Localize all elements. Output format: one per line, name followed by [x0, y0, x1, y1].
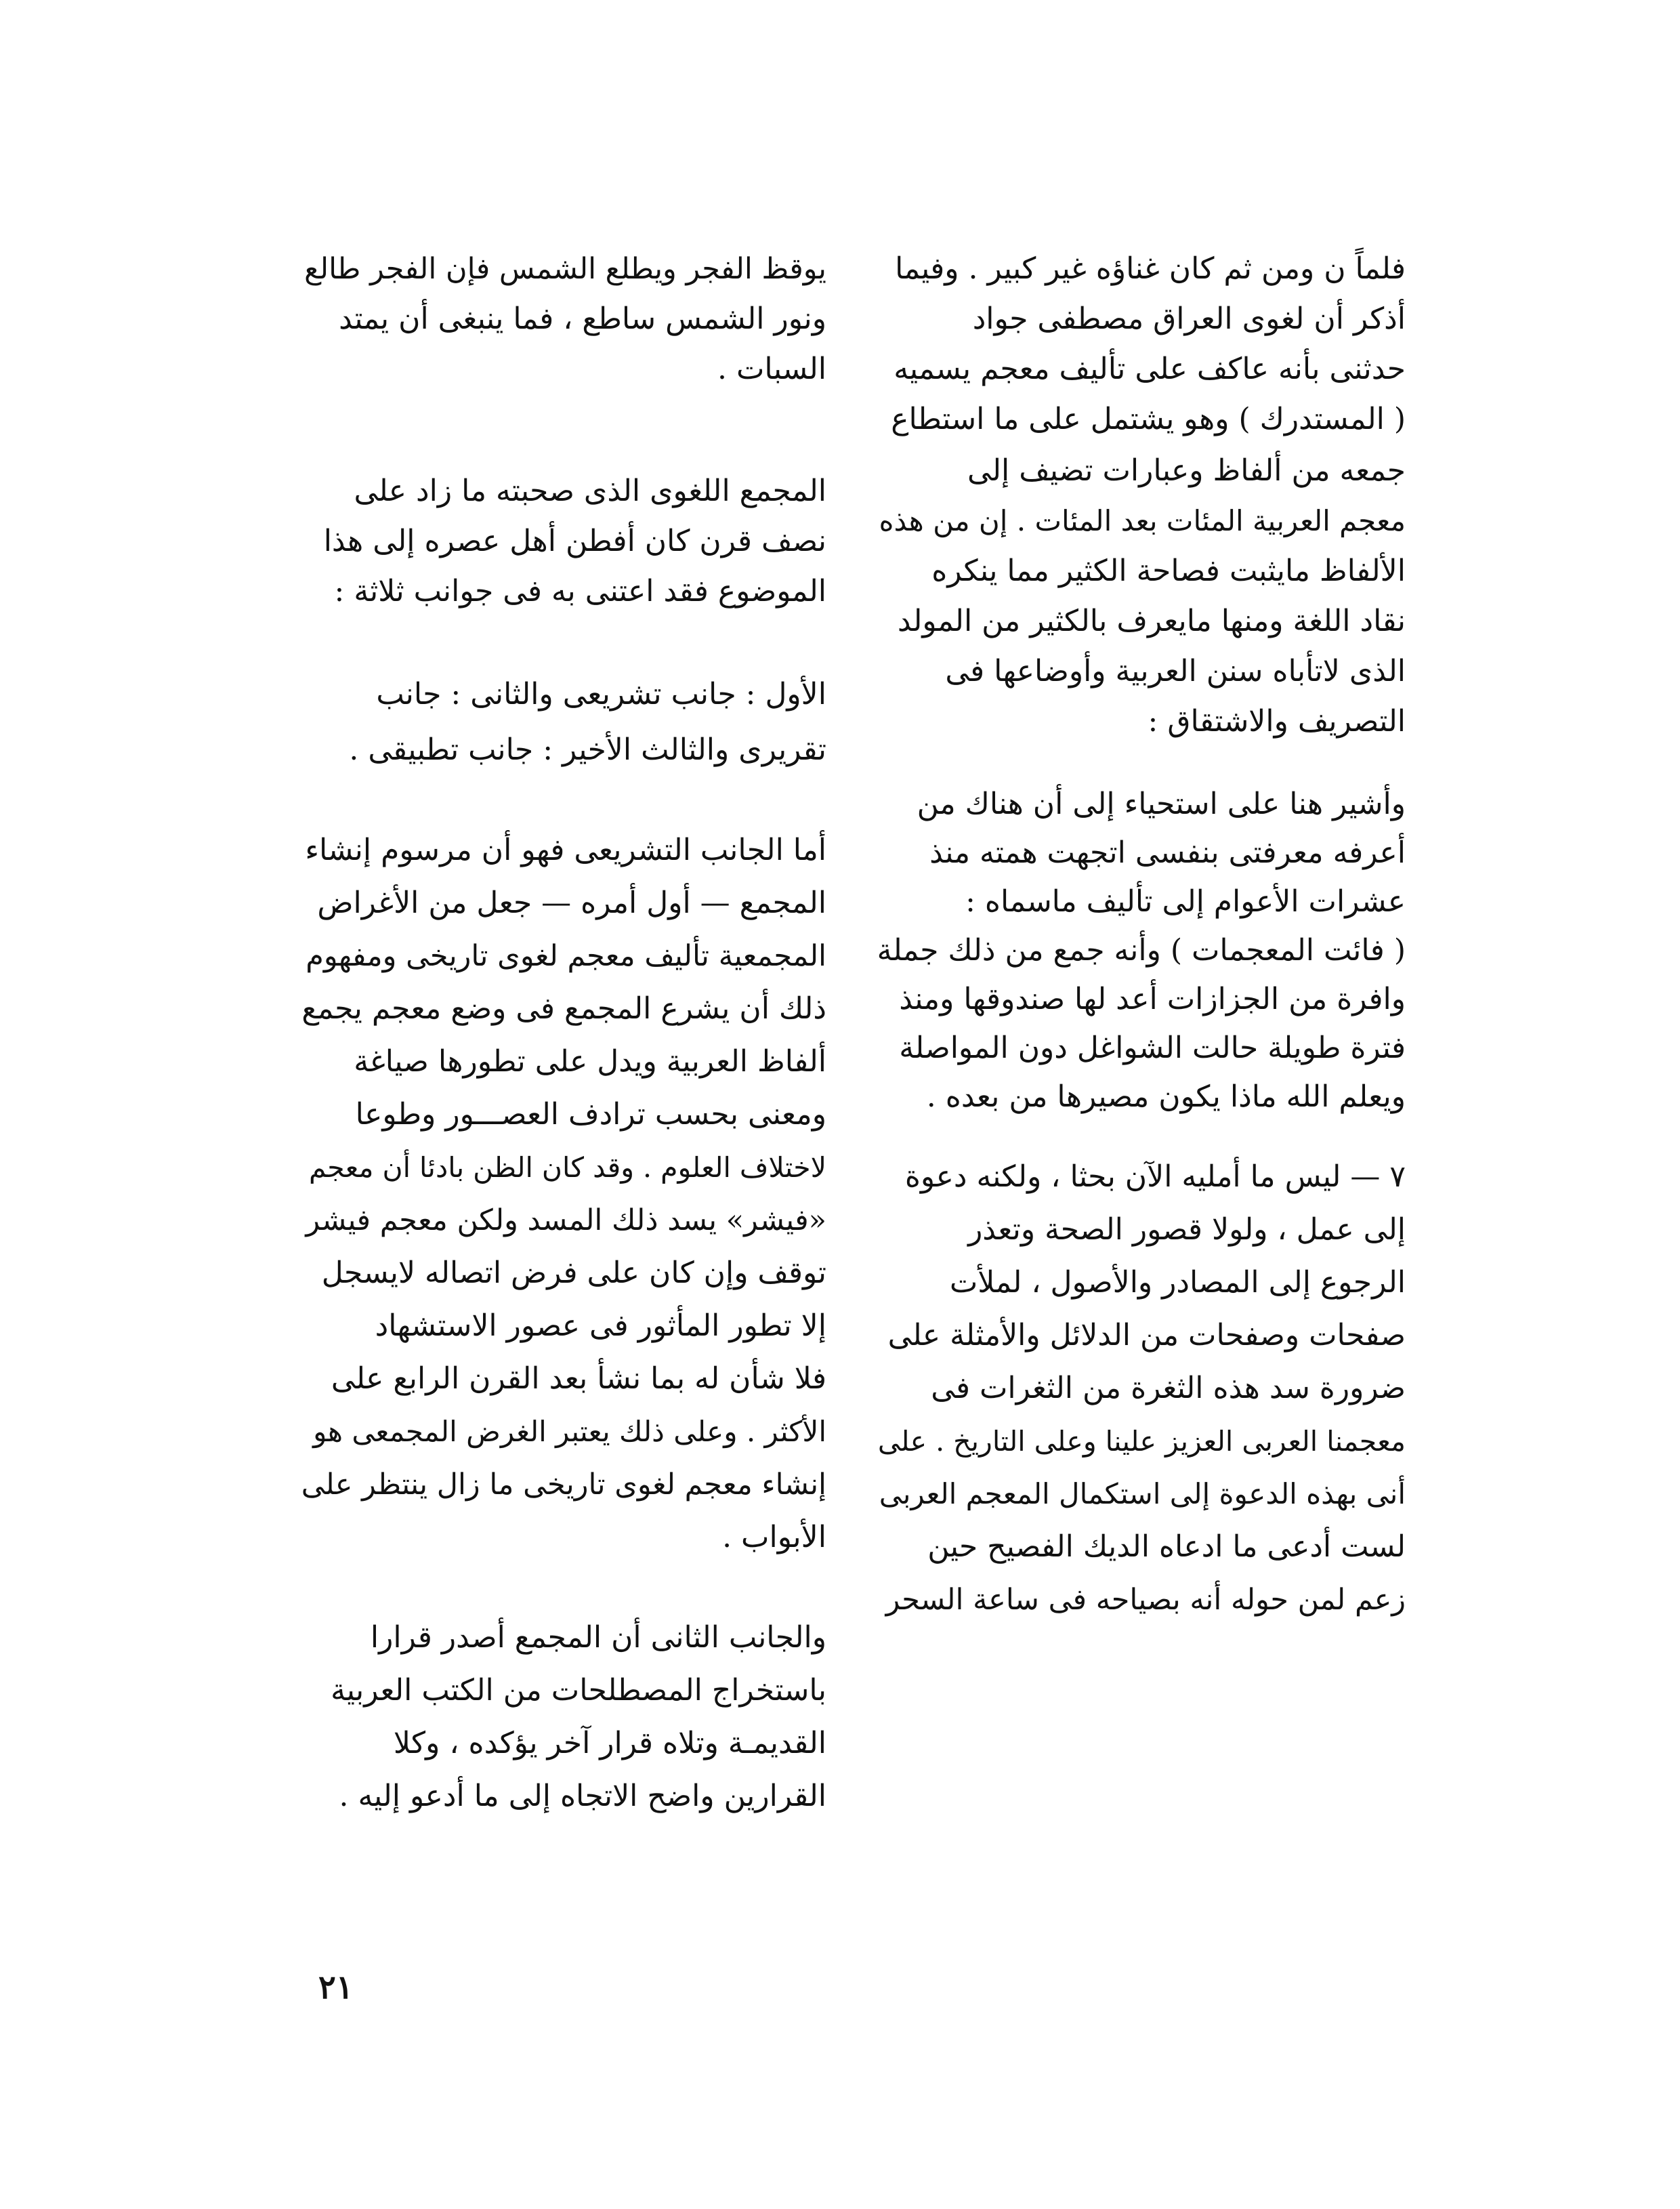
text-line: عشرات الأعوام إلى تأليف ماسماه :	[965, 884, 1406, 919]
text-line: جمعه من ألفاظ وعبارات تضيف إلى	[967, 453, 1406, 488]
text-line: المجمعية تأليف معجم لغوى تاريخى ومفهوم	[306, 939, 826, 973]
page-number: ٢١	[318, 1968, 354, 2006]
text-line: الأبواب .	[722, 1520, 826, 1554]
text-line: باستخراج المصطلحات من الكتب العربية	[331, 1673, 826, 1708]
text-line: توقف وإن كان على فرض اتصاله لايسجل	[321, 1256, 826, 1290]
text-line: أنى بهذه الدعوة إلى استكمال المعجم العربى	[879, 1477, 1406, 1510]
text-line: الأول : جانب تشريعى والثانى : جانب	[376, 677, 826, 711]
text-line: القرارين واضح الاتجاه إلى ما أدعو إليه .	[339, 1779, 826, 1813]
text-line: معجمنا العربى العزيز علينا وعلى التاريخ . على	[877, 1425, 1406, 1458]
text-line: لاختلاف العلوم . وقد كان الظن بادئا أن معجم	[309, 1151, 826, 1184]
text-line: فلماً ن ومن ثم كان غناؤه غير كبير . وفيما	[895, 251, 1406, 286]
text-line: الموضوع فقد اعتنى به فى جوانب ثلاثة :	[334, 574, 826, 608]
text-line: الرجوع إلى المصادر والأصول ، لملأت	[949, 1265, 1406, 1300]
text-line: ضرورة سد هذه الثغرة من الثغرات فى	[931, 1371, 1406, 1405]
text-line: نقاد اللغة ومنها مايعرف بالكثير من المولد	[897, 604, 1406, 638]
text-line: فلا شأن له بما نشأ بعد القرن الرابع على	[331, 1361, 826, 1396]
text-line: يوقظ الفجر ويطلع الشمس فإن الفجر طالع	[304, 252, 826, 286]
text-line: المجمع — أول أمره — جعل من الأغراض	[317, 886, 826, 920]
text-line: ذلك أن يشرع المجمع فى وضع معجم يجمع	[301, 991, 826, 1026]
text-line: الذى لاتأباه سنن العربية وأوضاعها فى	[945, 654, 1406, 688]
text-line: التصريف والاشتقاق :	[1148, 704, 1406, 739]
text-line: وأشير هنا على استحياء إلى أن هناك من	[917, 787, 1406, 821]
text-line: تقريرى والثالث الأخير : جانب تطبيقى .	[349, 732, 826, 767]
text-line: ( فائت المعجمات ) وأنه جمع من ذلك جملة	[877, 933, 1406, 968]
text-line: السبات .	[717, 352, 826, 386]
text-line: ومعنى بحسب ترادف العصـــور وطوعا	[355, 1097, 826, 1132]
text-line: الأكثر . وعلى ذلك يعتبر الغرض المجمعى هو	[313, 1415, 826, 1448]
text-line: نصف قرن كان أفطن أهل عصره إلى هذا	[323, 524, 826, 558]
text-line: حدثنى بأنه عاكف على تأليف معجم يسميه	[894, 352, 1406, 386]
text-line: ( المستدرك ) وهو يشتمل على ما استطاع	[891, 402, 1406, 436]
text-line: ويعلم الله ماذا يكون مصيرها من بعده .	[926, 1079, 1406, 1114]
text-line: لست أدعى ما ادعاه الديك الفصيح حين	[927, 1529, 1406, 1564]
text-line: إلى عمل ، ولولا قصور الصحة وتعذر	[968, 1212, 1406, 1247]
text-line: وافرة من الجزازات أعد لها صندوقها ومنذ	[899, 982, 1406, 1016]
text-line: زعم لمن حوله أنه بصياحه فى ساعة السحر	[885, 1583, 1406, 1617]
text-line: القديمـة وتلاه قرار آخر يؤكده ، وكلا	[393, 1726, 826, 1760]
text-line: «فيشر» يسد ذلك المسد ولكن معجم فيشر	[306, 1203, 826, 1237]
text-line: فترة طويلة حالت الشواغل دون المواصلة	[899, 1031, 1406, 1065]
text-line: ألفاظ العربية ويدل على تطورها صياغة	[354, 1044, 826, 1079]
text-line: ٧ — ليس ما أمليه الآن بحثا ، ولكنه دعوة	[904, 1159, 1406, 1194]
text-line: إنشاء معجم لغوى تاريخى ما زال ينتظر على	[301, 1468, 826, 1502]
text-line: إلا تطور المأثور فى عصور الاستشهاد	[375, 1308, 826, 1343]
text-line: صفحات وصفحات من الدلائل والأمثلة على	[887, 1318, 1406, 1353]
text-line: الألفاظ مايثبت فصاحة الكثير مما ينكره	[931, 554, 1406, 588]
text-line: ونور الشمس ساطع ، فما ينبغى أن يمتد	[339, 302, 826, 336]
text-line: أما الجانب التشريعى فهو أن مرسوم إنشاء	[305, 833, 826, 867]
text-line: أعرفه معرفتى بنفسى اتجهت همته منذ	[929, 835, 1406, 870]
text-line: المجمع اللغوى الذى صحبته ما زاد على	[354, 474, 826, 508]
text-line: والجانب الثانى أن المجمع أصدر قرارا	[370, 1620, 826, 1655]
text-line: معجم العربية المئات بعد المئات . إن من هذه	[879, 504, 1406, 537]
text-line: أذكر أن لغوى العراق مصطفى جواد	[972, 302, 1406, 336]
